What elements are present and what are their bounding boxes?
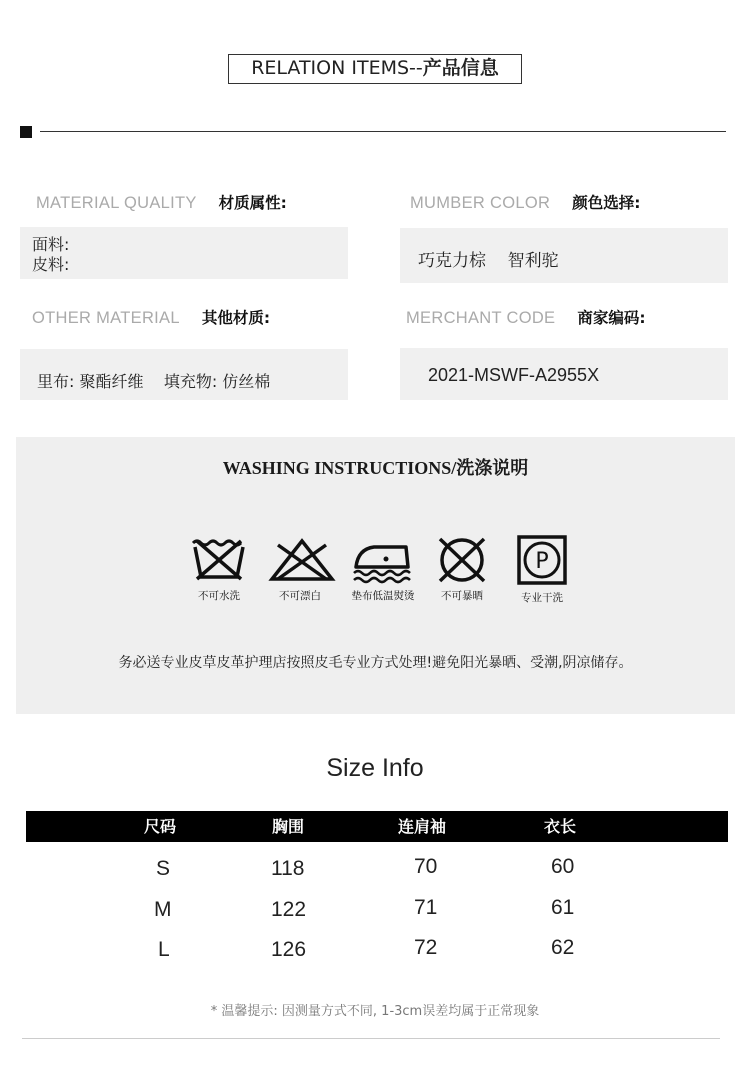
color-value: 巧克力棕 智利驼 bbox=[418, 251, 559, 271]
measurement-tip: * 温馨提示: 因测量方式不同, 1-3cm误差均属于正常现象 bbox=[210, 1004, 540, 1019]
dry-clean-icon bbox=[515, 535, 569, 587]
color-label-en: MUMBER COLOR bbox=[410, 194, 551, 212]
no-wash-label: 不可水洗 bbox=[198, 590, 240, 602]
size-info-title: Size Info bbox=[326, 754, 424, 782]
merchant-code-label-en: MERCHANT CODE bbox=[406, 309, 556, 327]
washing-item-no-bleach bbox=[268, 535, 332, 603]
low-iron-icon bbox=[350, 535, 416, 585]
low-iron-label: 垫布低温熨烫 bbox=[351, 590, 415, 602]
merchant-code-label-zh: 商家编码: bbox=[577, 309, 646, 327]
cell-chest: 126 bbox=[271, 938, 307, 961]
header-chest: 胸围 bbox=[272, 817, 305, 836]
divider-line bbox=[40, 131, 726, 132]
section-title bbox=[228, 54, 522, 84]
washing-item-no-wash bbox=[187, 535, 251, 603]
header-length: 衣长 bbox=[544, 817, 577, 836]
merchant-code-value: 2021-MSWF-A2955X bbox=[428, 365, 600, 385]
section-title-zh: 产品信息 bbox=[422, 57, 499, 79]
material-label-en: MATERIAL QUALITY bbox=[36, 194, 197, 212]
color-value-box bbox=[400, 228, 728, 283]
cell-sleeve: 70 bbox=[414, 855, 438, 878]
header-sleeve: 连肩袖 bbox=[398, 817, 447, 836]
washing-title: WASHING INSTRUCTIONS/洗涤说明 bbox=[222, 458, 529, 478]
other-material-label-en: OTHER MATERIAL bbox=[32, 309, 180, 327]
washing-note: 务必送专业皮草皮革护理店按照皮毛专业方式处理!避免阳光暴晒、受潮,阴凉储存。 bbox=[118, 655, 633, 671]
cell-sleeve: 72 bbox=[414, 936, 438, 959]
cell-size: L bbox=[158, 938, 170, 961]
cell-length: 61 bbox=[551, 896, 575, 919]
cell-chest: 118 bbox=[271, 857, 305, 880]
fabric-line: 面料: bbox=[32, 235, 70, 254]
leather-line: 皮料: bbox=[32, 255, 70, 274]
other-material-value-box bbox=[20, 349, 348, 400]
color-label bbox=[410, 191, 640, 213]
cell-size: M bbox=[154, 898, 172, 921]
no-tumble-dry-label: 不可暴晒 bbox=[441, 590, 483, 602]
svg-text:P: P bbox=[535, 549, 549, 574]
cell-length: 60 bbox=[551, 855, 575, 878]
dry-clean-label: 专业干洗 bbox=[521, 592, 563, 604]
other-material-label-zh: 其他材质: bbox=[201, 309, 271, 327]
washing-item-low-iron bbox=[347, 535, 419, 603]
divider-marker bbox=[20, 126, 32, 138]
section-title-en: RELATION ITEMS-- bbox=[251, 57, 423, 79]
no-bleach-icon bbox=[268, 535, 336, 585]
material-label-zh: 材质属性: bbox=[218, 194, 287, 212]
color-label-zh: 颜色选择: bbox=[572, 194, 641, 212]
cell-size: S bbox=[156, 857, 171, 880]
material-label bbox=[36, 191, 287, 213]
header-size: 尺码 bbox=[144, 817, 177, 836]
size-table-header bbox=[26, 811, 728, 842]
cell-length: 62 bbox=[551, 936, 575, 959]
no-tumble-dry-icon bbox=[434, 535, 490, 585]
merchant-code-value-box bbox=[400, 348, 728, 400]
merchant-code-label bbox=[406, 306, 646, 328]
washing-item-dry-clean bbox=[510, 535, 574, 605]
cell-sleeve: 71 bbox=[414, 896, 438, 919]
other-material-value: 里布: 聚酯纤维 填充物: 仿丝棉 bbox=[37, 372, 271, 391]
material-value-box bbox=[20, 227, 348, 279]
cell-chest: 122 bbox=[271, 898, 307, 921]
no-bleach-label: 不可漂白 bbox=[279, 590, 321, 602]
bottom-divider bbox=[22, 1038, 720, 1039]
no-wash-icon bbox=[189, 535, 249, 585]
other-material-label bbox=[32, 306, 270, 328]
washing-panel bbox=[16, 437, 735, 714]
washing-item-no-tumble-dry bbox=[430, 535, 494, 603]
